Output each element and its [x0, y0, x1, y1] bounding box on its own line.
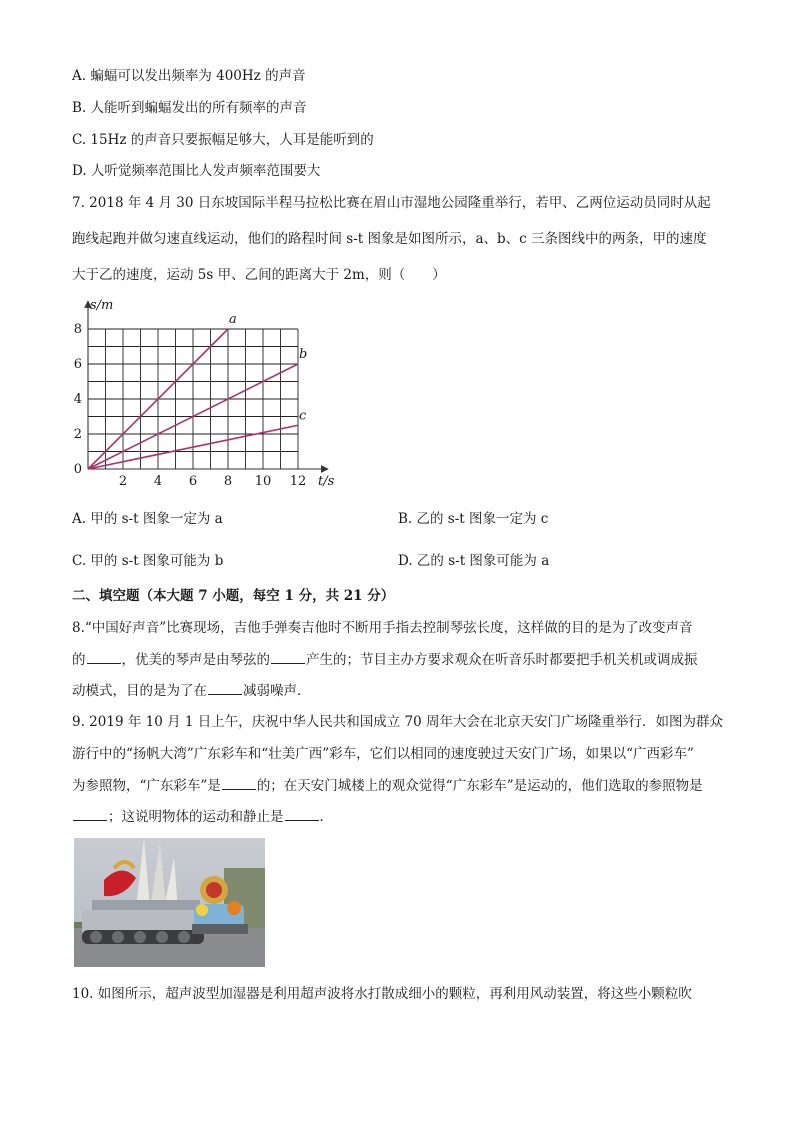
- origin-label: 0: [73, 462, 82, 477]
- q6-option-a: A. 蝙蝠可以发出频率为 400Hz 的声音: [72, 68, 306, 84]
- q7-option-c: C. 甲的 s-t 图象可能为 b: [72, 553, 224, 569]
- q9-line2: 游行中的“扬帆大湾”广东彩车和“壮美广西”彩车，它们以相同的速度驶过天安门广场，如果以“广西彩车”: [72, 746, 694, 762]
- q6-option-b: B. 人能听到蝙蝠发出的所有频率的声音: [72, 100, 307, 116]
- q7-option-d: D. 乙的 s-t 图象可能为 a: [398, 553, 550, 569]
- q8-blank-1[interactable]: [87, 651, 121, 664]
- parade-float-photo: [74, 838, 265, 967]
- q9-blank-3[interactable]: [285, 808, 319, 821]
- q9-line1: 9. 2019 年 10 月 1 日上午，庆祝中华人民共和国成立 70 周年大会在北京天安门广场隆重举行．如图为群众: [72, 714, 724, 730]
- x-tick-label: 6: [188, 474, 198, 489]
- q6-option-d: D. 人听觉频率范围比人发声频率范围要大: [72, 163, 321, 179]
- q8-line2: 的 ，优美的琴声是由琴弦的 产生的；节目主办方要求观众在听音乐时都要把手机关机或调成振: [72, 652, 698, 668]
- x-tick-label: 4: [153, 474, 163, 489]
- q8-blank-2[interactable]: [271, 651, 305, 664]
- q7-option-b: B. 乙的 s-t 图象一定为 c: [398, 511, 549, 527]
- x-tick-label: 8: [223, 474, 233, 489]
- q8-blank-3[interactable]: [208, 682, 242, 695]
- q9-line4: ；这说明物体的运动和静止是 ．: [72, 808, 333, 826]
- section2-title: 二、填空题（本大题 7 小题，每空 1 分，共 21 分）: [72, 588, 395, 604]
- q9-blank-1[interactable]: [222, 777, 256, 790]
- y-tick-label: 6: [73, 357, 82, 372]
- q8-line3: 动模式，目的是为了在 减弱噪声．: [72, 683, 311, 699]
- q6-option-c: C. 15Hz 的声音只要振幅足够大，人耳是能听到的: [72, 132, 374, 148]
- series-label-a: a: [229, 312, 237, 327]
- series-label-c: c: [299, 408, 307, 424]
- q7-stem-line3: 大于乙的速度，运动 5s 甲、乙间的距离大于 2m，则（ ）: [72, 267, 446, 283]
- x-axis-label: t/s: [318, 474, 335, 489]
- y-tick-label: 4: [73, 392, 82, 407]
- q8-line1: 8.“中国好声音”比赛现场，吉他手弹奏吉他时不断用手指去控制琴弦长度，这样做的目的是为了改变声音: [72, 620, 693, 636]
- st-graph: [60, 296, 350, 496]
- q7-option-a: A. 甲的 s-t 图象一定为 a: [72, 511, 223, 527]
- graph-grid: [88, 329, 298, 469]
- graph-labels: [74, 298, 335, 489]
- q7-stem-line2: 跑线起跑并做匀速直线运动，他们的路程时间 s-t 图象是如图所示，a、b、c 三条图线中的两条，甲的速度: [72, 231, 707, 247]
- x-tick-label: 10: [254, 474, 272, 489]
- q9-blank-2[interactable]: [73, 808, 107, 821]
- q9-line3: 为参照物，“广东彩车”是 的；在天安门城楼上的观众觉得“广东彩车”是运动的，他们选取的参照物是: [72, 778, 703, 794]
- y-tick-label: 2: [73, 427, 82, 442]
- y-tick-label: 8: [73, 322, 82, 337]
- y-axis-label: s/m: [90, 298, 114, 313]
- x-tick-label: 12: [289, 474, 307, 489]
- series-label-b: b: [299, 347, 308, 362]
- q7-stem-line1: 7. 2018 年 4 月 30 日东坡国际半程马拉松比赛在眉山市湿地公园隆重举行，若甲、乙两位运动员同时从起: [72, 195, 711, 211]
- x-tick-label: 2: [118, 474, 128, 489]
- q10-line1: 10. 如图所示，超声波型加湿器是利用超声波将水打散成细小的颗粒，再利用风动装置，将这些小颗粒吹: [72, 986, 692, 1002]
